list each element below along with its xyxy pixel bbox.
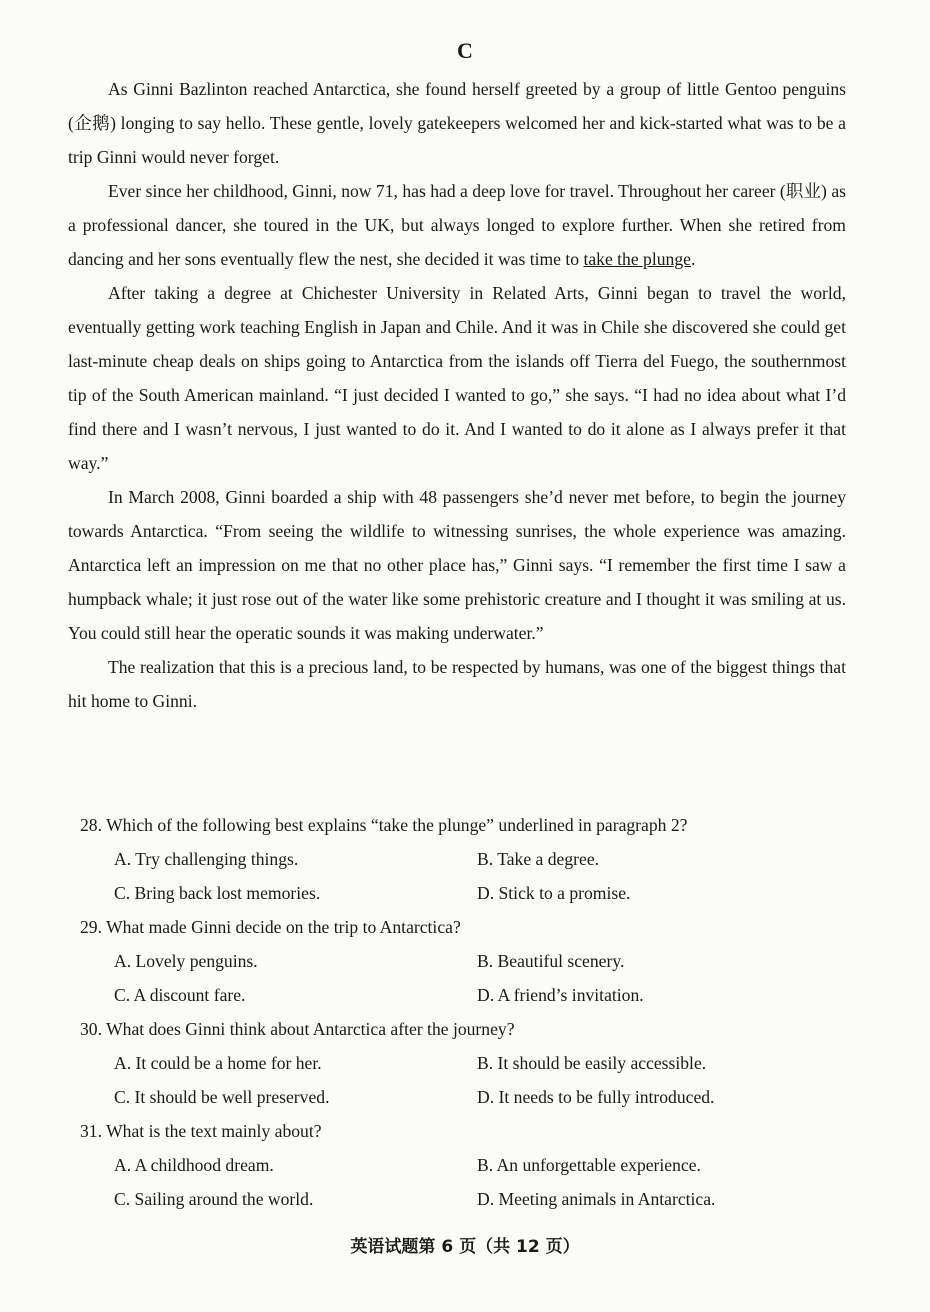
question-28 [80,808,840,910]
paragraph-2 [68,174,846,276]
paragraph-2-text: Ever since her childhood, Ginni, now 71, has had a deep love for travel. Throughout her career (职业) as a professional dancer, she toured in the UK, but always longed to explore further. When she retired from dancing and her sons eventually flew the nest, she decided it was time to [68,181,846,269]
option-d: D. A friend’s invitation. [477,985,644,1005]
option-row [80,1182,840,1216]
option-d: D. Meeting animals in Antarctica. [477,1189,716,1209]
paragraph-2-end: . [690,249,696,269]
question-stem: 28. Which of the following best explains “take the plunge” underlined in paragraph 2? [80,815,688,835]
question-stem: 29. What made Ginni decide on the trip to Antarctica? [80,917,461,937]
option-row [80,876,840,910]
option-c: C. Sailing around the world. [114,1189,314,1209]
section-heading: C [457,38,473,63]
option-row [80,1080,840,1114]
option-row [80,1046,840,1080]
question-stem: 30. What does Ginni think about Antarctica after the journey? [80,1019,515,1039]
option-row [80,978,840,1012]
paragraph-4: In March 2008, Ginni boarded a ship with 48 passengers she’d never met before, to begin the journey towards Antarctica. “From seeing the wildlife to witnessing sunrises, the whole experience was amazing. Antarctica left an impression on me that no other place has,” Ginni says. “I remember the first time I saw a humpback whale; it just rose out of the water like some prehistoric creature and I thought it was smiling at us. You could still hear the operatic sounds it was making underwater.” [68,487,846,643]
option-row [80,842,840,876]
option-a: A. Try challenging things. [114,849,299,869]
option-a: A. A childhood dream. [114,1155,274,1175]
question-31 [80,1114,840,1216]
option-row [80,944,840,978]
paragraph-3: After taking a degree at Chichester University in Related Arts, Ginni began to travel the world, eventually getting work teaching English in Japan and Chile. And it was in Chile she discovered she could get last-minute cheap deals on ships going to Antarctica from the islands off Tierra del Fuego, the southernmost tip of the South American mainland. “I just decided I wanted to go,” she says. “I had no idea about what I’d find there and I wasn’t nervous, I just wanted to do it. And I wanted to do it alone as I always prefer it that way.” [68,283,846,473]
underlined-phrase: take the plunge [583,249,691,269]
page-footer: 英语试题第 6 页（共 12 页） [350,1237,580,1257]
option-b: B. Take a degree. [477,849,600,869]
option-c: C. It should be well preserved. [114,1087,330,1107]
reading-passage [68,72,846,718]
option-a: A. It could be a home for her. [114,1053,322,1073]
question-list [80,808,840,1216]
option-b: B. It should be easily accessible. [477,1053,707,1073]
option-row [80,1148,840,1182]
option-d: D. It needs to be fully introduced. [477,1087,715,1107]
option-d: D. Stick to a promise. [477,883,631,903]
paragraph-5: The realization that this is a precious land, to be respected by humans, was one of the biggest things that hit home to Ginni. [68,657,846,711]
question-stem: 31. What is the text mainly about? [80,1121,322,1141]
option-a: A. Lovely penguins. [114,951,258,971]
option-c: C. Bring back lost memories. [114,883,321,903]
question-29 [80,910,840,1012]
option-b: B. An unforgettable experience. [477,1155,701,1175]
paragraph-1: As Ginni Bazlinton reached Antarctica, she found herself greeted by a group of little Gentoo penguins (企鹅) longing to say hello. These gentle, lovely gatekeepers welcomed her and kick-started what was to be a trip Ginni would never forget. [68,79,846,167]
option-b: B. Beautiful scenery. [477,951,625,971]
option-c: C. A discount fare. [114,985,246,1005]
question-30 [80,1012,840,1114]
